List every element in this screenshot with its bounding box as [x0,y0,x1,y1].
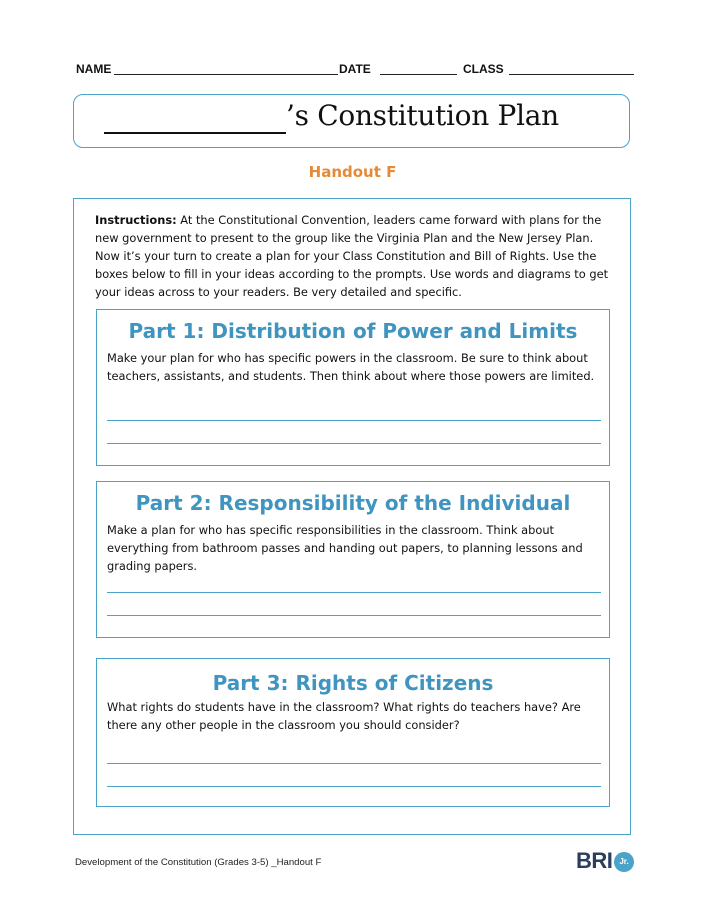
jr-badge-icon: Jr. [614,852,634,872]
instructions [95,211,615,301]
part-3-title: Part 3: Rights of Citizens [212,671,494,695]
handout-label: Handout F [308,163,397,181]
class-blank[interactable] [509,74,634,75]
title-name-blank[interactable] [104,132,286,134]
class-label: CLASS [463,62,504,76]
date-blank[interactable] [380,74,457,75]
instructions-lead: Instructions: [95,213,177,227]
footer-text: Development of the Constitution (Grades 3-5) _Handout F [75,857,322,868]
part-1-box [96,309,610,466]
part-1-writing-line-1[interactable] [107,420,601,421]
page-title: ’s Constitution Plan [286,99,559,132]
date-label: DATE [339,62,371,76]
part-1-title: Part 1: Distribution of Power and Limits [128,319,578,343]
part-2-writing-line-2[interactable] [107,615,601,616]
part-3-writing-line-1[interactable] [107,763,601,764]
part-3-box [96,658,610,807]
part-2-box [96,481,610,638]
part-1-description: Make your plan for who has specific powers in the classroom. Be sure to think about teachers, assistants, and students. Then think about where those powers are limited. [107,351,595,383]
instructions-body: At the Constitutional Convention, leaders came forward with plans for the new government to present to the group like the Virginia Plan and the New Jersey Plan. Now it’s your turn to create a plan for your Class Constitution and Bill of Rights. Use the boxes below to fill in your ideas according to the prompts. Use words and diagrams to get your ideas across to your readers. Be very detailed and specific. [95,213,609,299]
part-2-title: Part 2: Responsibility of the Individual [135,491,571,515]
bri-logo: BRI [576,848,613,873]
student-info-line [76,61,634,77]
title-box [73,94,630,148]
name-blank[interactable] [114,74,338,75]
part-2-description: Make a plan for who has specific responsibilities in the classroom. Think about everything from bathroom passes and handing out papers, to planning lessons and grading papers. [107,523,583,573]
name-label: NAME [76,62,112,76]
part-2-writing-line-1[interactable] [107,592,601,593]
part-3-description: What rights do students have in the classroom? What rights do teachers have? Are there any other people in the classroom you should consider? [107,700,581,732]
part-1-writing-line-2[interactable] [107,443,601,444]
part-3-writing-line-2[interactable] [107,786,601,787]
